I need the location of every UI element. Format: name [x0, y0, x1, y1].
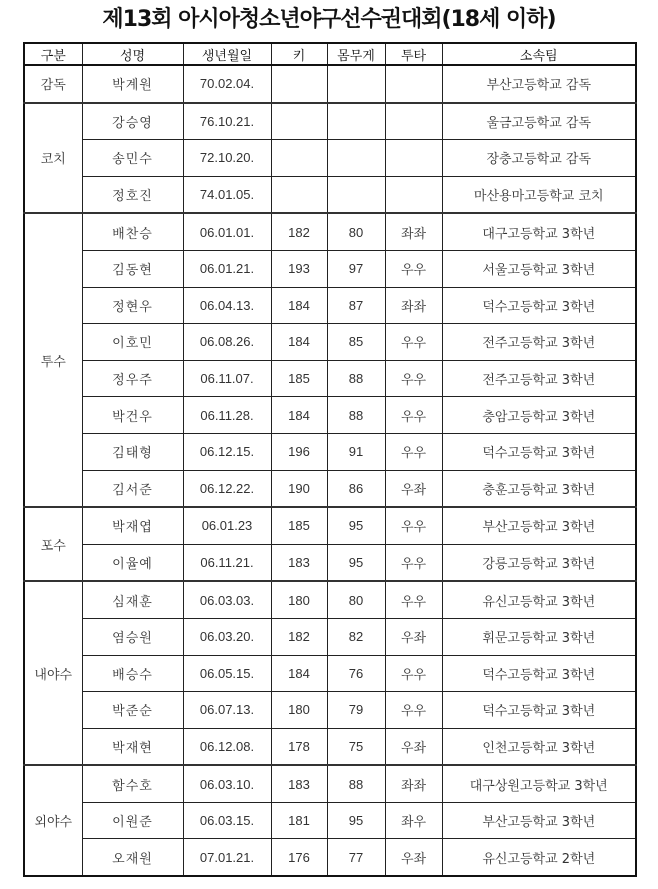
name-cell: 박재현	[82, 728, 183, 765]
team-cell: 전주고등학교 3학년	[442, 360, 636, 397]
team-cell: 대구고등학교 3학년	[442, 213, 636, 250]
height-cell	[271, 65, 327, 103]
bats-throws-cell: 우우	[385, 250, 442, 287]
table-row	[24, 765, 636, 802]
weight-cell: 79	[327, 692, 385, 729]
table-row	[24, 433, 636, 470]
document-title: 제13회 아시아청소년야구선수권대회(18세 이하)	[102, 7, 556, 32]
table-row	[24, 655, 636, 692]
position-cell: 투수	[24, 213, 82, 507]
bats-throws-cell: 우우	[385, 360, 442, 397]
weight-cell	[327, 65, 385, 103]
table-row	[24, 618, 636, 655]
name-cell: 이호민	[82, 324, 183, 361]
column-header-bats-throws: 투타	[385, 43, 442, 65]
height-cell	[271, 176, 327, 213]
bats-throws-cell: 우좌	[385, 728, 442, 765]
bats-throws-cell: 우우	[385, 397, 442, 434]
name-cell: 송민수	[82, 140, 183, 177]
height-cell: 182	[271, 618, 327, 655]
height-cell: 180	[271, 692, 327, 729]
name-cell: 이율예	[82, 544, 183, 581]
column-header-height: 키	[271, 43, 327, 65]
table-row	[24, 250, 636, 287]
table-row	[24, 140, 636, 177]
weight-cell: 88	[327, 397, 385, 434]
position-cell: 외야수	[24, 765, 82, 876]
weight-cell: 80	[327, 213, 385, 250]
birthdate-cell: 06.03.10.	[183, 765, 271, 802]
birthdate-cell: 74.01.05.	[183, 176, 271, 213]
bats-throws-cell: 우우	[385, 433, 442, 470]
bats-throws-cell	[385, 140, 442, 177]
table-row	[24, 507, 636, 544]
table-row	[24, 802, 636, 839]
weight-cell: 77	[327, 839, 385, 876]
team-cell: 유신고등학교 2학년	[442, 839, 636, 876]
column-header-position: 구분	[24, 43, 82, 65]
height-cell: 196	[271, 433, 327, 470]
team-cell: 전주고등학교 3학년	[442, 324, 636, 361]
height-cell: 184	[271, 655, 327, 692]
height-cell: 184	[271, 324, 327, 361]
weight-cell: 82	[327, 618, 385, 655]
team-cell: 강릉고등학교 3학년	[442, 544, 636, 581]
position-cell: 내야수	[24, 581, 82, 765]
column-header-birthdate: 생년월일	[183, 43, 271, 65]
team-cell: 마산용마고등학교 코치	[442, 176, 636, 213]
name-cell: 심재훈	[82, 581, 183, 618]
team-cell: 울금고등학교 감독	[442, 103, 636, 140]
table-row	[24, 692, 636, 729]
weight-cell	[327, 176, 385, 213]
team-cell: 덕수고등학교 3학년	[442, 655, 636, 692]
birthdate-cell: 06.08.26.	[183, 324, 271, 361]
bats-throws-cell: 우우	[385, 655, 442, 692]
bats-throws-cell: 우우	[385, 324, 442, 361]
team-cell: 덕수고등학교 3학년	[442, 287, 636, 324]
name-cell: 김동현	[82, 250, 183, 287]
position-cell: 코치	[24, 103, 82, 214]
height-cell: 182	[271, 213, 327, 250]
bats-throws-cell: 좌좌	[385, 213, 442, 250]
name-cell: 배승수	[82, 655, 183, 692]
name-cell: 김서준	[82, 470, 183, 507]
bats-throws-cell: 좌좌	[385, 765, 442, 802]
name-cell: 강승영	[82, 103, 183, 140]
table-row	[24, 103, 636, 140]
weight-cell: 86	[327, 470, 385, 507]
birthdate-cell: 06.01.01.	[183, 213, 271, 250]
column-header-name: 성명	[82, 43, 183, 65]
weight-cell: 87	[327, 287, 385, 324]
table-row	[24, 360, 636, 397]
table-row	[24, 544, 636, 581]
roster-body	[24, 65, 636, 876]
height-cell: 176	[271, 839, 327, 876]
name-cell: 김태형	[82, 433, 183, 470]
birthdate-cell: 06.03.15.	[183, 802, 271, 839]
name-cell: 오재원	[82, 839, 183, 876]
bats-throws-cell: 우좌	[385, 618, 442, 655]
bats-throws-cell	[385, 65, 442, 103]
birthdate-cell: 06.04.13.	[183, 287, 271, 324]
bats-throws-cell: 우우	[385, 544, 442, 581]
team-cell: 유신고등학교 3학년	[442, 581, 636, 618]
name-cell: 정우주	[82, 360, 183, 397]
birthdate-cell: 72.10.20.	[183, 140, 271, 177]
weight-cell	[327, 140, 385, 177]
bats-throws-cell: 우우	[385, 581, 442, 618]
bats-throws-cell	[385, 103, 442, 140]
weight-cell: 88	[327, 765, 385, 802]
team-cell: 부산고등학교 3학년	[442, 802, 636, 839]
table-row	[24, 581, 636, 618]
height-cell: 181	[271, 802, 327, 839]
name-cell: 염승원	[82, 618, 183, 655]
table-row	[24, 213, 636, 250]
weight-cell: 75	[327, 728, 385, 765]
weight-cell: 88	[327, 360, 385, 397]
weight-cell: 91	[327, 433, 385, 470]
birthdate-cell: 06.12.08.	[183, 728, 271, 765]
bats-throws-cell: 우좌	[385, 470, 442, 507]
name-cell: 이원준	[82, 802, 183, 839]
birthdate-cell: 06.11.07.	[183, 360, 271, 397]
header-row	[24, 43, 636, 65]
height-cell: 178	[271, 728, 327, 765]
table-row	[24, 65, 636, 103]
table-row	[24, 397, 636, 434]
weight-cell: 97	[327, 250, 385, 287]
position-cell: 감독	[24, 65, 82, 103]
birthdate-cell: 06.12.22.	[183, 470, 271, 507]
birthdate-cell: 70.02.04.	[183, 65, 271, 103]
birthdate-cell: 06.05.15.	[183, 655, 271, 692]
team-cell: 장충고등학교 감독	[442, 140, 636, 177]
weight-cell: 95	[327, 507, 385, 544]
name-cell: 배찬승	[82, 213, 183, 250]
team-cell: 인천고등학교 3학년	[442, 728, 636, 765]
height-cell: 180	[271, 581, 327, 618]
bats-throws-cell: 우우	[385, 692, 442, 729]
height-cell: 184	[271, 397, 327, 434]
name-cell: 정현우	[82, 287, 183, 324]
table-row	[24, 176, 636, 213]
height-cell: 193	[271, 250, 327, 287]
position-cell: 포수	[24, 507, 82, 581]
height-cell: 190	[271, 470, 327, 507]
team-cell: 부산고등학교 3학년	[442, 507, 636, 544]
table-row	[24, 470, 636, 507]
height-cell: 185	[271, 507, 327, 544]
team-cell: 충암고등학교 3학년	[442, 397, 636, 434]
birthdate-cell: 06.03.20.	[183, 618, 271, 655]
birthdate-cell: 06.03.03.	[183, 581, 271, 618]
bats-throws-cell	[385, 176, 442, 213]
birthdate-cell: 06.01.23	[183, 507, 271, 544]
name-cell: 박재엽	[82, 507, 183, 544]
name-cell: 박건우	[82, 397, 183, 434]
table-row	[24, 728, 636, 765]
weight-cell: 80	[327, 581, 385, 618]
birthdate-cell: 06.11.21.	[183, 544, 271, 581]
birthdate-cell: 06.01.21.	[183, 250, 271, 287]
weight-cell	[327, 103, 385, 140]
height-cell: 183	[271, 765, 327, 802]
team-cell: 덕수고등학교 3학년	[442, 692, 636, 729]
team-cell: 휘문고등학교 3학년	[442, 618, 636, 655]
team-cell: 서울고등학교 3학년	[442, 250, 636, 287]
table-row	[24, 839, 636, 876]
team-cell: 대구상원고등학교 3학년	[442, 765, 636, 802]
birthdate-cell: 06.07.13.	[183, 692, 271, 729]
name-cell: 함수호	[82, 765, 183, 802]
team-cell: 부산고등학교 감독	[442, 65, 636, 103]
bats-throws-cell: 좌우	[385, 802, 442, 839]
weight-cell: 85	[327, 324, 385, 361]
column-header-weight: 몸무게	[327, 43, 385, 65]
column-header-team: 소속팀	[442, 43, 636, 65]
name-cell: 박계원	[82, 65, 183, 103]
bats-throws-cell: 우우	[385, 507, 442, 544]
name-cell: 박준순	[82, 692, 183, 729]
weight-cell: 95	[327, 802, 385, 839]
birthdate-cell: 07.01.21.	[183, 839, 271, 876]
table-row	[24, 324, 636, 361]
table-row	[24, 287, 636, 324]
height-cell: 184	[271, 287, 327, 324]
name-cell: 정호진	[82, 176, 183, 213]
height-cell: 183	[271, 544, 327, 581]
bats-throws-cell: 우좌	[385, 839, 442, 876]
height-cell	[271, 103, 327, 140]
birthdate-cell: 76.10.21.	[183, 103, 271, 140]
birthdate-cell: 06.12.15.	[183, 433, 271, 470]
roster-table	[23, 42, 637, 877]
team-cell: 덕수고등학교 3학년	[442, 433, 636, 470]
weight-cell: 76	[327, 655, 385, 692]
team-cell: 충훈고등학교 3학년	[442, 470, 636, 507]
height-cell	[271, 140, 327, 177]
bats-throws-cell: 좌좌	[385, 287, 442, 324]
height-cell: 185	[271, 360, 327, 397]
birthdate-cell: 06.11.28.	[183, 397, 271, 434]
weight-cell: 95	[327, 544, 385, 581]
